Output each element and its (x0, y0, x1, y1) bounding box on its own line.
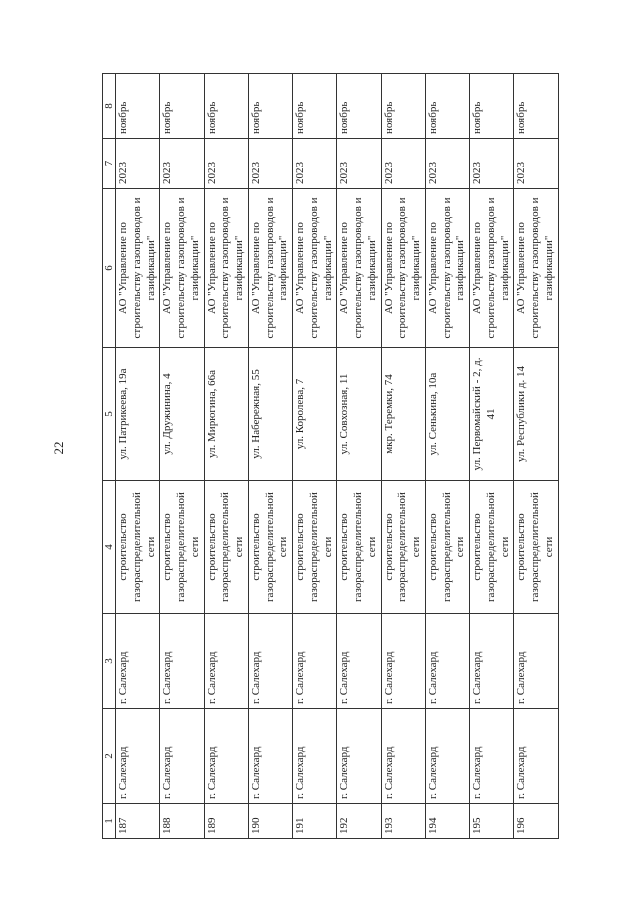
month-cell: ноябрь (248, 74, 292, 139)
year-cell: 2023 (514, 139, 558, 189)
col-header-8: 8 (103, 74, 116, 139)
locality-cell: г. Салехард (160, 614, 204, 709)
row-number: 194 (425, 804, 469, 839)
col-header-4: 4 (103, 481, 116, 614)
table-row (514, 74, 558, 839)
row-number: 195 (470, 804, 514, 839)
region-cell: г. Салехард (204, 709, 248, 804)
work-cell: строительство газораспределительной сети (470, 481, 514, 614)
work-cell: строительство газораспределительной сети (381, 481, 425, 614)
locality-cell: г. Салехард (514, 614, 558, 709)
address-cell: ул. Королева, 7 (293, 348, 337, 481)
year-cell: 2023 (116, 139, 160, 189)
address-cell: мкр. Теремки, 74 (381, 348, 425, 481)
operator-cell: АО "Управление по строительству газопроводов и газификации" (514, 189, 558, 348)
header-row (103, 74, 116, 839)
col-header-6: 6 (103, 189, 116, 348)
col-header-1: 1 (103, 804, 116, 839)
year-cell: 2023 (470, 139, 514, 189)
work-cell: строительство газораспределительной сети (293, 481, 337, 614)
month-cell: ноябрь (425, 74, 469, 139)
region-cell: г. Салехард (381, 709, 425, 804)
table-row (425, 74, 469, 839)
row-number: 189 (204, 804, 248, 839)
row-number: 187 (116, 804, 160, 839)
locality-cell: г. Салехард (204, 614, 248, 709)
col-header-2: 2 (103, 709, 116, 804)
region-cell: г. Салехард (116, 709, 160, 804)
work-cell: строительство газораспределительной сети (514, 481, 558, 614)
address-cell: ул. Сенькина, 10а (425, 348, 469, 481)
region-cell: г. Салехард (293, 709, 337, 804)
col-header-7: 7 (103, 139, 116, 189)
address-cell: ул. Республики д. 14 (514, 348, 558, 481)
work-cell: строительство газораспределительной сети (204, 481, 248, 614)
work-cell: строительство газораспределительной сети (337, 481, 381, 614)
month-cell: ноябрь (337, 74, 381, 139)
locality-cell: г. Салехард (248, 614, 292, 709)
month-cell: ноябрь (293, 74, 337, 139)
year-cell: 2023 (293, 139, 337, 189)
locality-cell: г. Салехард (470, 614, 514, 709)
address-cell: ул. Первомайский - 2, д. 41 (470, 348, 514, 481)
table-row (204, 74, 248, 839)
table-row (293, 74, 337, 839)
operator-cell: АО "Управление по строительству газопроводов и газификации" (204, 189, 248, 348)
page-number: 22 (51, 441, 66, 455)
region-cell: г. Салехард (160, 709, 204, 804)
gasification-table (102, 73, 559, 839)
year-cell: 2023 (160, 139, 204, 189)
table-row (470, 74, 514, 839)
year-cell: 2023 (381, 139, 425, 189)
table-row (248, 74, 292, 839)
region-cell: г. Салехард (248, 709, 292, 804)
year-cell: 2023 (248, 139, 292, 189)
year-cell: 2023 (337, 139, 381, 189)
address-cell: ул. Дружинина, 4 (160, 348, 204, 481)
row-number: 191 (293, 804, 337, 839)
locality-cell: г. Салехард (337, 614, 381, 709)
locality-cell: г. Салехард (381, 614, 425, 709)
month-cell: ноябрь (116, 74, 160, 139)
row-number: 193 (381, 804, 425, 839)
row-number: 188 (160, 804, 204, 839)
region-cell: г. Салехард (514, 709, 558, 804)
locality-cell: г. Салехард (425, 614, 469, 709)
col-header-3: 3 (103, 614, 116, 709)
month-cell: ноябрь (514, 74, 558, 139)
work-cell: строительство газораспределительной сети (425, 481, 469, 614)
address-cell: ул. Патрикеева, 19а (116, 348, 160, 481)
operator-cell: АО "Управление по строительству газопроводов и газификации" (381, 189, 425, 348)
month-cell: ноябрь (470, 74, 514, 139)
region-cell: г. Салехард (425, 709, 469, 804)
locality-cell: г. Салехард (116, 614, 160, 709)
address-cell: ул. Мирюгина, 66а (204, 348, 248, 481)
operator-cell: АО "Управление по строительству газопроводов и газификации" (425, 189, 469, 348)
operator-cell: АО "Управление по строительству газопроводов и газификации" (470, 189, 514, 348)
year-cell: 2023 (425, 139, 469, 189)
region-cell: г. Салехард (470, 709, 514, 804)
table-row (337, 74, 381, 839)
month-cell: ноябрь (381, 74, 425, 139)
region-cell: г. Салехард (337, 709, 381, 804)
row-number: 192 (337, 804, 381, 839)
address-cell: ул. Набережная, 55 (248, 348, 292, 481)
row-number: 190 (248, 804, 292, 839)
document-table-container (102, 74, 555, 839)
operator-cell: АО "Управление по строительству газопроводов и газификации" (116, 189, 160, 348)
operator-cell: АО "Управление по строительству газопроводов и газификации" (160, 189, 204, 348)
address-cell: ул. Совхозная, 11 (337, 348, 381, 481)
year-cell: 2023 (204, 139, 248, 189)
work-cell: строительство газораспределительной сети (116, 481, 160, 614)
work-cell: строительство газораспределительной сети (160, 481, 204, 614)
work-cell: строительство газораспределительной сети (248, 481, 292, 614)
table-row (160, 74, 204, 839)
month-cell: ноябрь (204, 74, 248, 139)
table-row (381, 74, 425, 839)
col-header-5: 5 (103, 348, 116, 481)
operator-cell: АО "Управление по строительству газопроводов и газификации" (248, 189, 292, 348)
operator-cell: АО "Управление по строительству газопроводов и газификации" (337, 189, 381, 348)
locality-cell: г. Салехард (293, 614, 337, 709)
table-row (116, 74, 160, 839)
month-cell: ноябрь (160, 74, 204, 139)
operator-cell: АО "Управление по строительству газопроводов и газификации" (293, 189, 337, 348)
row-number: 196 (514, 804, 558, 839)
